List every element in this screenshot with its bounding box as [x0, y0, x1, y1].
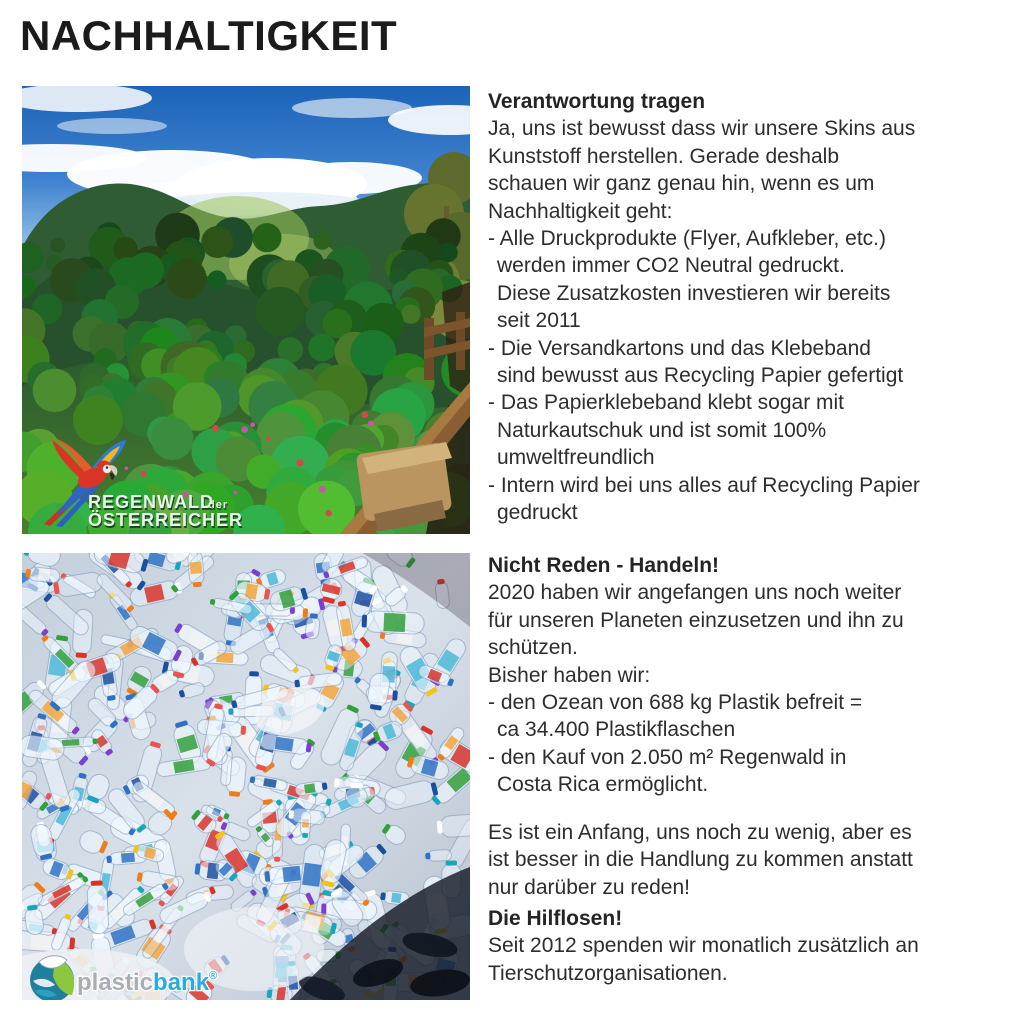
text-line: Diese Zusatzkosten investieren wir bereits [497, 281, 891, 305]
text-line: Tierschutzorganisationen. [488, 961, 728, 985]
text-line: schauen wir ganz genau hin, wenn es um [488, 172, 875, 196]
rainforest-illustration [22, 86, 470, 534]
text-line: werden immer CO2 Neutral gedruckt. [497, 254, 845, 278]
text-line: ca 34.400 Plastikflaschen [497, 718, 736, 742]
text-line: - den Kauf von 2.050 m² Regenwald in [488, 745, 847, 769]
text-line: seit 2011 [497, 309, 581, 333]
section-hilflosen [488, 905, 1022, 987]
text-line: für unseren Planeten einzusetzen und ihn zu [488, 608, 904, 632]
text-line: Es ist ein Anfang, uns noch zu wenig, aber es [488, 821, 912, 844]
text-line: Costa Rica ermöglicht. [497, 773, 709, 797]
page-title: NACHHALTIGKEIT [20, 12, 398, 59]
text-line: - Intern wird bei uns alles auf Recycling Papier [488, 473, 920, 497]
plastic-bottles-illustration [22, 553, 470, 1000]
plasticbank-logo-text: plasticbank® [77, 969, 218, 996]
section-verantwortung [488, 88, 1022, 527]
text-line: Kunststoff herstellen. Gerade deshalb [488, 144, 840, 168]
text-line: umweltfreundlich [497, 446, 655, 470]
text-line: schützen. [488, 636, 578, 660]
text-line: Bisher haben wir: [488, 663, 651, 687]
text-line: 2020 haben wir angefangen uns noch weiter [488, 581, 902, 605]
text-line: Nachhaltigkeit geht: [488, 199, 673, 223]
text-line: - Alle Druckprodukte (Flyer, Aufkleber, etc.) [488, 227, 886, 251]
section-heading: Nicht Reden - Handeln! [488, 554, 720, 577]
text-line: - Die Versandkartons und das Klebeband [488, 336, 871, 360]
text-line: nur darüber zu reden! [488, 875, 690, 899]
text-line: - den Ozean von 688 kg Plastik befreit = [488, 691, 863, 715]
text-line: ist besser in die Handlung zu kommen anstatt [488, 848, 913, 872]
section-heading: Die Hilflosen! [488, 907, 623, 930]
text-line: - Das Papierklebeband klebt sogar mit [488, 391, 845, 415]
section-nicht-reden [488, 552, 1022, 799]
text-line: sind bewusst aus Recycling Papier gefertigt [497, 364, 904, 388]
plastic-bottles-photo [22, 553, 470, 1000]
text-line: Ja, uns ist bewusst dass wir unsere Skins aus [488, 117, 916, 141]
text-line: Seit 2012 spenden wir monatlich zusätzlich an [488, 934, 919, 958]
section-anfang [488, 819, 1022, 901]
text-line: gedruckt [497, 501, 578, 525]
text-line: Naturkautschuk und ist somit 100% [497, 418, 827, 442]
regenwald-logo-der: der [208, 499, 229, 511]
section-heading: Verantwortung tragen [488, 90, 706, 113]
rainforest-photo [22, 86, 470, 534]
regenwald-logo-line1: REGENWALD [88, 492, 214, 512]
regenwald-logo-line2: ÖSTERREICHER [88, 510, 244, 530]
